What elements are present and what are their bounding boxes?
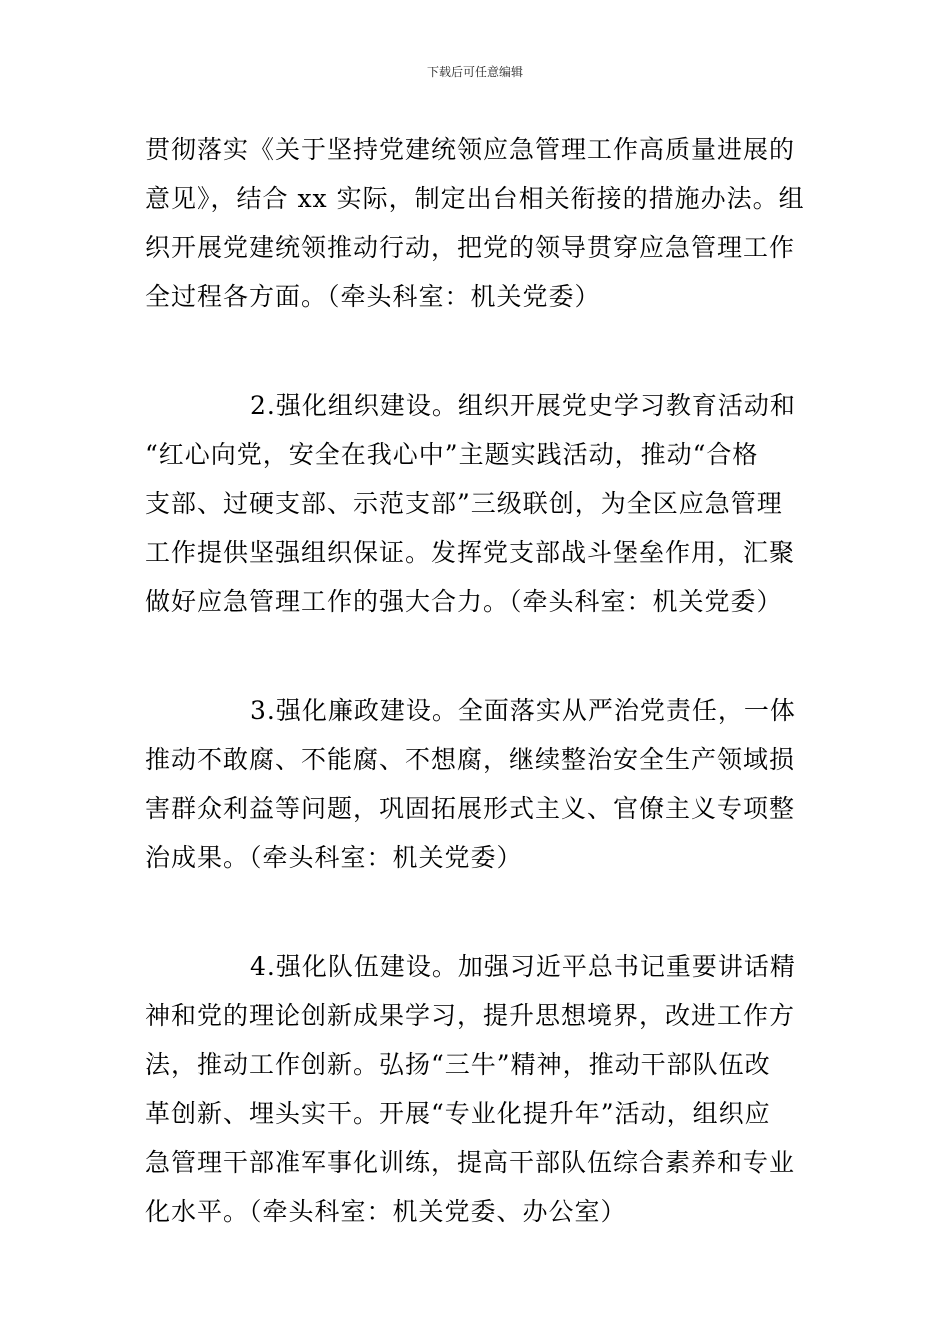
paragraph	[145, 381, 810, 626]
text-line: 3.强化廉政建设。全面落实从严治党责任，一体	[250, 696, 796, 725]
text-line: 全过程各方面。（牵头科室：机关党委）	[145, 282, 601, 311]
text-line: 4.强化队伍建设。加强习近平总书记重要讲话精	[250, 952, 796, 981]
text-line: 治成果。（牵头科室：机关党委）	[145, 843, 523, 872]
text-line: 支部、过硬支部、示范支部”三级联创，为全区应急管理	[145, 489, 783, 518]
text-line: 贯彻落实《关于坚持党建统领应急管理工作高质量进展的	[145, 135, 796, 164]
paragraph	[145, 942, 810, 1236]
text-line: 神和党的理论创新成果学习，提升思想境界，改进工作方	[145, 1001, 796, 1030]
text-line: 化水平。（牵头科室：机关党委、办公室）	[145, 1197, 627, 1226]
text-line: 织开展党建统领推动行动，把党的领导贯穿应急管理工作	[145, 233, 796, 262]
page-header: 下载后可任意编辑	[426, 65, 523, 79]
paragraph	[145, 686, 810, 882]
text-line: 做好应急管理工作的强大合力。（牵头科室：机关党委）	[145, 587, 783, 616]
text-line: 2.强化组织建设。组织开展党史学习教育活动和	[250, 391, 796, 420]
text-line: 急管理干部准军事化训练，提高干部队伍综合素养和专业	[145, 1148, 796, 1177]
text-line: 推动不敢腐、不能腐、不想腐，继续整治安全生产领域损	[145, 745, 796, 774]
text-line: 意见》，结合 xx 实际，制定出台相关衔接的措施办法。组	[145, 184, 805, 213]
text-line: 工作提供坚强组织保证。发挥党支部战斗堡垒作用，汇聚	[145, 538, 796, 567]
document-body	[145, 125, 810, 1236]
paragraph	[145, 125, 810, 321]
text-line: 革创新、埋头实干。开展“专业化提升年”活动，组织应	[145, 1099, 771, 1128]
text-line: 法，推动工作创新。弘扬“三牛”精神，推动干部队伍改	[145, 1050, 771, 1079]
text-line: “红心向党，安全在我心中”主题实践活动，推动“合格	[145, 440, 759, 469]
text-line: 害群众利益等问题，巩固拓展形式主义、官僚主义专项整	[145, 794, 796, 823]
